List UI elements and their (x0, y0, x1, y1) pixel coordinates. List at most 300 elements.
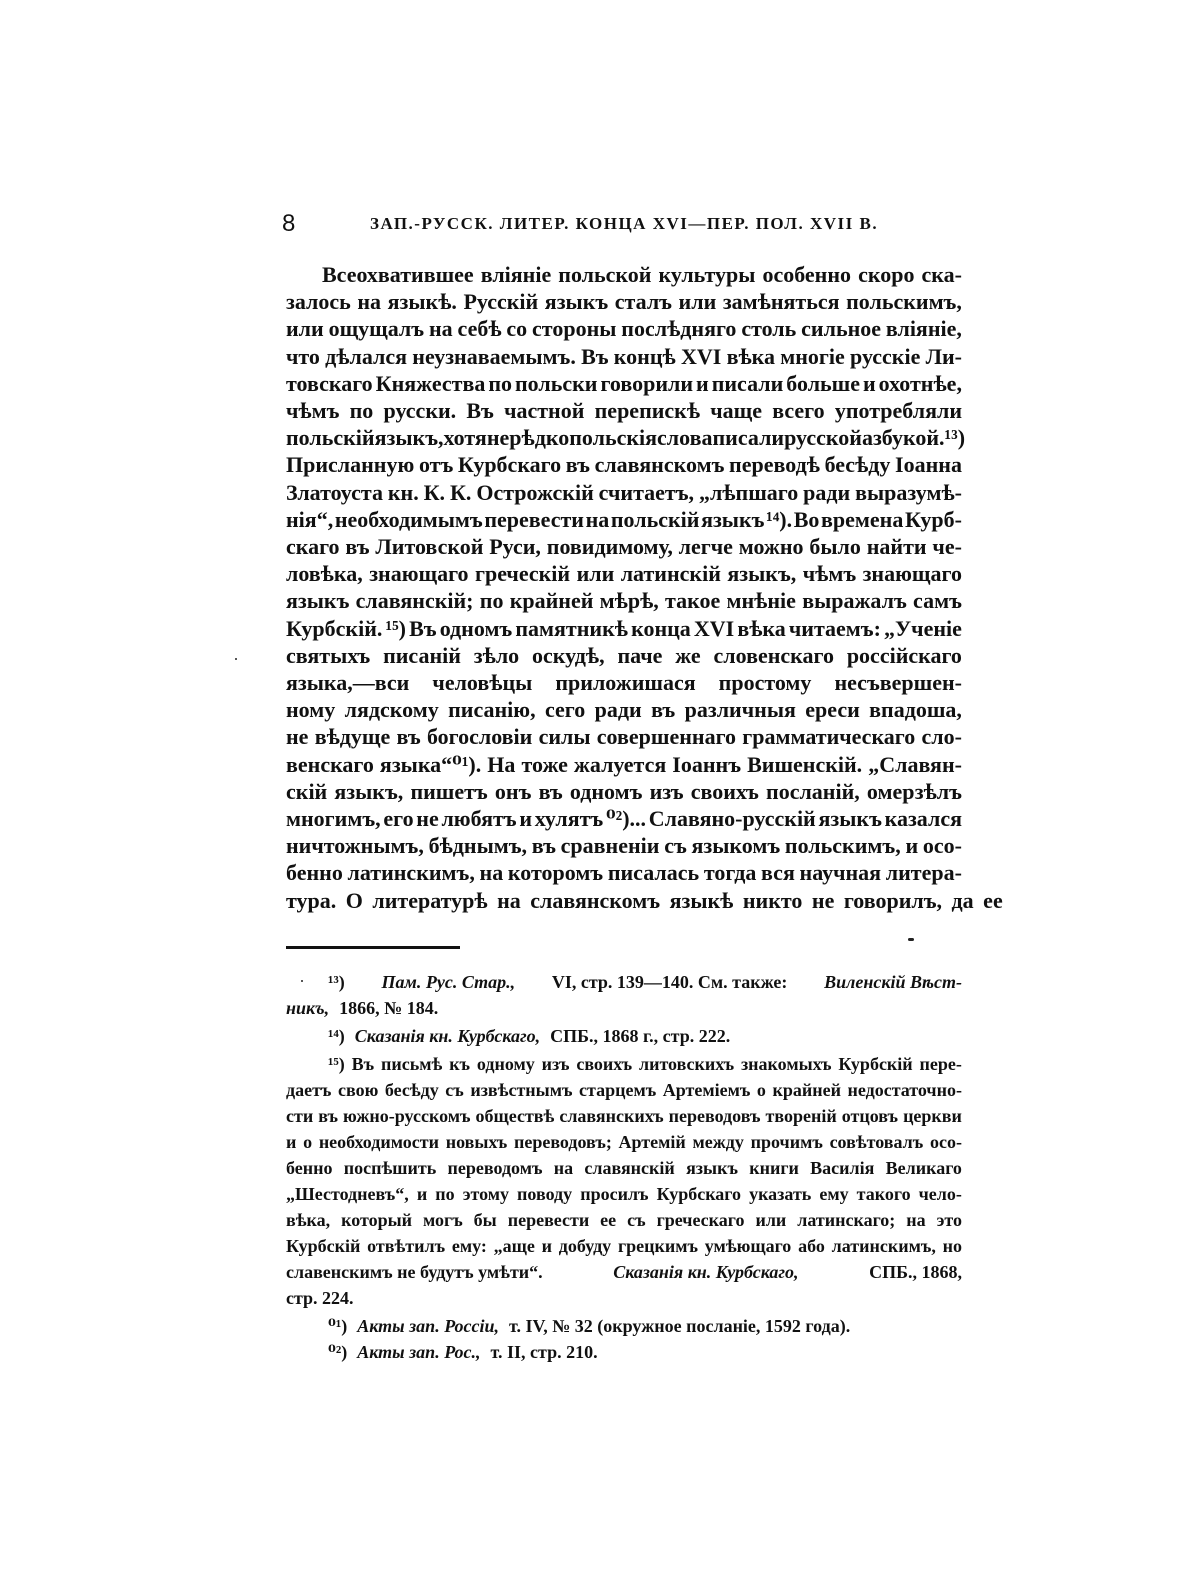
word: славянскомъ (594, 452, 725, 478)
word: мѣрѣ, (599, 588, 659, 614)
word: славянскій; (355, 588, 474, 614)
word: или (678, 289, 717, 315)
word: считаетъ, (598, 479, 695, 505)
word: ее (600, 1210, 617, 1230)
word: россійскаго (846, 642, 962, 668)
body-line (286, 833, 962, 863)
word: литовскихъ (638, 1054, 735, 1074)
word: перевести (507, 1210, 590, 1230)
word: съ (445, 1080, 464, 1100)
word: научная (799, 860, 882, 886)
word: латинскаго; (797, 1210, 896, 1230)
word: славянскихъ (559, 1106, 664, 1126)
word: въ (651, 697, 676, 723)
word: въ (396, 724, 421, 750)
word: грецкимъ (617, 1236, 699, 1256)
body-line (286, 425, 966, 455)
word: чѣмъ (286, 398, 340, 423)
body-line (286, 561, 962, 591)
word: въ (318, 1106, 339, 1126)
word: или (576, 561, 615, 587)
word: ловѣка, (286, 561, 363, 587)
word: не (416, 806, 439, 831)
word: поводу (517, 1184, 573, 1204)
word: твореній (765, 1106, 837, 1126)
word: изъ (541, 1054, 570, 1074)
word: XVI (693, 615, 735, 641)
word: который (341, 1210, 413, 1230)
word: добуду (558, 1236, 612, 1256)
word: употребляли (834, 398, 962, 423)
word: Въ (466, 398, 494, 423)
body-line (286, 670, 962, 700)
word: греческій (474, 561, 571, 587)
word: на (553, 1158, 574, 1178)
footnote-13-line-2 (286, 998, 962, 1024)
word: даетъ (286, 1080, 332, 1100)
word: отцовъ (841, 1106, 899, 1126)
word: оскудѣ, (532, 642, 605, 668)
word: Артеміемъ (662, 1080, 751, 1100)
word: съ (627, 1210, 646, 1230)
word: вѣка (726, 343, 775, 369)
word: найти (866, 534, 927, 559)
word: че- (932, 534, 962, 559)
footnote-15-line (286, 1080, 962, 1106)
word: бы (473, 1210, 497, 1230)
word: поспѣшить (343, 1158, 437, 1178)
word: церкви (903, 1106, 962, 1126)
word: которомъ (507, 860, 604, 886)
word: и (416, 1184, 428, 1204)
word: залось (286, 289, 351, 315)
word: Въ (581, 343, 609, 369)
word: больше (786, 370, 861, 396)
word: латинскимъ, (831, 1236, 936, 1256)
word: по (435, 1184, 455, 1204)
word: впадоша, (869, 697, 962, 723)
word: пишетъ (410, 778, 488, 804)
word: новыхъ (445, 1132, 508, 1152)
word: польской (558, 262, 652, 287)
footnote-01-source: Акты зап. Россіи, (357, 1316, 500, 1336)
word: вліяніе, (885, 316, 962, 342)
word: и (519, 806, 533, 831)
word: венскаго (286, 751, 374, 777)
word: тоже (521, 751, 568, 777)
word: Василія (810, 1158, 875, 1178)
word: знающаго (862, 561, 962, 587)
word: Златоуста (286, 479, 383, 505)
body-line (286, 643, 962, 673)
word: языкъ (544, 289, 609, 315)
word: русскіе (850, 343, 921, 369)
word: по (349, 398, 374, 423)
word: Іоаннъ (672, 751, 742, 777)
word: Княжества (375, 370, 486, 396)
word: языка,—вси (286, 670, 410, 695)
word: мнѣніе (726, 588, 796, 614)
word: кн. (387, 479, 419, 505)
word: К. (423, 479, 446, 505)
word: указать (749, 1184, 812, 1204)
body-line (286, 697, 962, 727)
word: святыхъ (286, 642, 371, 668)
word: слова (657, 425, 713, 451)
word: отвѣтилъ (367, 1236, 446, 1256)
word: его (383, 806, 414, 831)
word: ему (819, 1184, 849, 1204)
word: въ (538, 778, 563, 804)
word: памятникѣ (515, 615, 628, 641)
word: На (487, 751, 516, 777)
word: ска- (921, 262, 962, 287)
body-line (286, 534, 962, 564)
word: бѣднымъ, (428, 833, 528, 859)
word: письмѣ (381, 1054, 443, 1074)
word: Руси, (489, 534, 541, 559)
footnote-13-source-2-end: никъ, (286, 998, 330, 1018)
word: польскій (610, 506, 700, 532)
footnote-13-text-2: 1866, № 184. (339, 998, 439, 1018)
word: по (488, 370, 513, 396)
word: Въ (409, 615, 437, 641)
word: отъ (418, 452, 454, 478)
word: бенно (286, 860, 343, 886)
footnote-14-mark: ¹⁴) (328, 1026, 345, 1046)
word: этому (462, 1184, 509, 1204)
word: чаще (710, 398, 763, 423)
word: со (506, 316, 528, 342)
word: необходимымъ (334, 506, 483, 532)
word: ему: (451, 1236, 487, 1256)
body-line (286, 344, 962, 374)
word: Артемій (618, 1132, 686, 1152)
word: вѣка, (286, 1210, 331, 1230)
word: себѣ (457, 316, 502, 342)
word: перепискѣ (594, 398, 701, 423)
footnote-01-text: т. IV, № 32 (окружное посланіе, 1592 года). (509, 1316, 851, 1336)
word: человѣцы (432, 670, 533, 695)
word: необходимости (318, 1132, 439, 1152)
footnote-13-text: VI, стр. 139—140. См. также: (551, 972, 788, 992)
body-line (286, 316, 962, 346)
word: самъ (913, 588, 962, 614)
word: „Ученіе (884, 615, 962, 641)
word: выражалъ (802, 588, 907, 614)
body-line (286, 398, 962, 428)
footnote-15-line-10 (286, 1288, 962, 1314)
word: дѣлался (325, 343, 408, 369)
body-line (286, 452, 962, 482)
word: въ (345, 534, 370, 559)
word: переводовъ; (513, 1132, 612, 1152)
footnote-15-line (286, 1132, 962, 1158)
word: „Шестодневъ“, (286, 1184, 409, 1204)
word: чѣмъ (802, 561, 857, 587)
word: сильное (801, 316, 882, 342)
running-head: ЗАП.-РУССК. ЛИТЕР. КОНЦА XVI—ПЕР. ПОЛ. XVII В. (370, 214, 879, 233)
word: крайней (772, 1080, 841, 1100)
word: свою (337, 1080, 379, 1100)
page-number: 8 (282, 210, 296, 237)
word: польскій (286, 425, 375, 451)
body-line (286, 616, 962, 646)
word: польскимъ, (846, 289, 962, 315)
word: въ (531, 833, 556, 859)
footnote-15-line (286, 1184, 962, 1210)
word: это (936, 1210, 962, 1230)
word: нія“, (286, 506, 334, 532)
body-line (286, 289, 962, 319)
body-line (286, 860, 962, 890)
word: Іоанна (895, 452, 962, 478)
word: несъвершен- (834, 670, 962, 695)
word: писаній (383, 642, 461, 668)
word: многіе (780, 343, 845, 369)
word: особенно (762, 262, 852, 287)
word: конца (631, 615, 691, 641)
word: своихъ (576, 1054, 633, 1074)
word: онъ (494, 778, 532, 804)
body-line (322, 262, 962, 292)
word: писанію, (448, 697, 536, 723)
word: скаго (286, 534, 340, 559)
word: переводомъ (447, 1158, 543, 1178)
word: Русскій (463, 289, 539, 315)
body-line (286, 779, 962, 809)
word: языкъ (701, 506, 765, 532)
word: читаемъ: (788, 615, 881, 641)
word: изъ (649, 778, 684, 804)
word: вліяніе (480, 262, 552, 287)
word: паче (617, 642, 663, 668)
word: языкъ (286, 588, 350, 614)
word: хотя (443, 425, 487, 451)
word: языкѣ. (387, 289, 457, 315)
word: ничтожнымъ, (286, 833, 424, 859)
word: хулятъ (534, 806, 604, 831)
word: славянскій (584, 1158, 675, 1178)
word: сего (545, 697, 586, 723)
word: о (756, 1080, 766, 1100)
word: К. (449, 479, 472, 505)
word: посланій, (766, 778, 860, 804)
footnote-14-text: СПБ., 1868 г., стр. 222. (550, 1026, 731, 1046)
word: умѣющаго (704, 1236, 792, 1256)
word: и (541, 1236, 552, 1256)
word: въ (565, 452, 590, 478)
word: Славяно-русскій (648, 806, 816, 831)
word: легче (678, 534, 733, 559)
word: прочимъ (750, 1132, 823, 1152)
body-line (286, 371, 962, 401)
word: сталъ (614, 289, 672, 315)
word: одномъ (439, 615, 513, 641)
word: языкъ, (727, 561, 797, 587)
word: сравненіи (560, 833, 660, 859)
word: латинскимъ, (347, 860, 475, 886)
footnote-02-source: Акты зап. Рос., (357, 1342, 481, 1362)
word: было (809, 534, 861, 559)
word: Присланную (286, 452, 415, 478)
footnote-13-mark: ¹³) (328, 972, 345, 992)
word: Курбскій (838, 1054, 913, 1074)
footnote-14 (328, 1026, 962, 1052)
scan-speck (235, 658, 237, 660)
word: вся (761, 860, 795, 886)
word: могъ (423, 1210, 463, 1230)
word: или (755, 1210, 787, 1230)
word: столь (741, 316, 797, 342)
word: къ (449, 1054, 471, 1074)
footnote-01-mark: ⁰¹) (328, 1316, 348, 1336)
word: писали (711, 370, 784, 396)
word: различныя (684, 697, 796, 723)
word: Курбскій (286, 1236, 361, 1256)
word: на (479, 860, 504, 886)
word: перевести (484, 506, 584, 532)
footnote-rule (286, 946, 460, 949)
word: Курбскаго (656, 1184, 742, 1204)
footnote-02-text: т. II, стр. 210. (490, 1342, 598, 1362)
word: ⁰²)... (605, 806, 647, 831)
word: и (905, 833, 919, 859)
word: и (696, 370, 709, 396)
word: осо- (929, 1132, 962, 1152)
word: между (692, 1132, 744, 1152)
word: что (286, 343, 320, 369)
word: не (286, 724, 309, 750)
word: и (863, 370, 876, 396)
footnote-15-line (328, 1054, 962, 1080)
word: концѣ (613, 343, 676, 369)
word: о (303, 1132, 313, 1152)
word: Во (793, 506, 820, 532)
word: просилъ (580, 1184, 649, 1204)
word: знакомыхъ (740, 1054, 832, 1074)
footnote-15-line (286, 1158, 962, 1184)
word: выразумѣ- (855, 479, 962, 505)
word: охотнѣе, (878, 370, 962, 396)
word: но (942, 1236, 962, 1256)
word: Курбскій. (286, 615, 383, 641)
footnote-15-line (286, 1210, 962, 1236)
word: и (286, 1132, 297, 1152)
word: польскія (569, 425, 658, 451)
footnote-15-quote-end: славенскимъ не будутъ умѣти“. (286, 1262, 543, 1282)
footnote-15-line (286, 1236, 962, 1262)
word: или (286, 316, 324, 342)
body-line (286, 480, 962, 510)
word: писалась (607, 860, 700, 886)
word: товскаго (286, 370, 373, 396)
word: Курбскаго (457, 452, 562, 478)
word: „Славян- (868, 751, 962, 777)
word: недостаточно- (847, 1080, 962, 1100)
word: можно (738, 534, 804, 559)
word: языка“⁰¹). (379, 751, 482, 777)
footnote-15-source: Сказанія кн. Курбскаго, (613, 1262, 799, 1282)
footnote-13-source: Пам. Рус. Стар., (381, 972, 516, 992)
word: всего (772, 398, 825, 423)
word: языкомъ (691, 833, 781, 859)
word: XVI (680, 343, 722, 369)
word: ради (594, 697, 642, 723)
word: языкъ, (374, 425, 444, 451)
word: скоро (858, 262, 915, 287)
word: же (675, 642, 701, 668)
word: польскимъ, (784, 833, 901, 859)
footnote-15-page: стр. 224. (286, 1288, 354, 1308)
word: ереси (805, 697, 860, 723)
word: такое (665, 588, 721, 614)
word: по (479, 588, 504, 614)
word: азбукой.¹³) (861, 425, 966, 451)
word: стороны (532, 316, 617, 342)
word: „лѣпшаго (698, 479, 799, 505)
word: языкъ, (334, 778, 404, 804)
word: „аще (493, 1236, 535, 1256)
word: пере- (919, 1054, 962, 1074)
word: вѣка (737, 615, 786, 641)
body-line (286, 724, 962, 754)
word: словенскаго (713, 642, 834, 668)
word: одному (476, 1054, 535, 1074)
word: простому (718, 670, 812, 695)
word: тогда (703, 860, 757, 886)
footnote-15-line-9 (286, 1262, 962, 1288)
word: совѣтовалъ (829, 1132, 924, 1152)
word: грамматическаго (742, 724, 916, 750)
body-line: тура. О литературѣ на славянскомъ языкѣ никто не говорилъ, да ее (286, 887, 1003, 913)
body-line (286, 507, 962, 537)
word: богословіи (426, 724, 533, 750)
word: ощущалъ (328, 316, 425, 342)
word: такого (856, 1184, 911, 1204)
word: своихъ (690, 778, 759, 804)
word: времена (821, 506, 904, 532)
word: зѣло (473, 642, 520, 668)
footnote-13-source-2: Виленскій Вѣст- (824, 972, 962, 992)
word: культуры (658, 262, 756, 287)
word: ному (286, 697, 336, 723)
footnote-01 (328, 1316, 962, 1342)
word: любятъ (441, 806, 517, 831)
word: казался (884, 806, 962, 831)
word: языкъ (686, 1158, 738, 1178)
word: русски. (383, 398, 457, 423)
scan-speck (908, 938, 914, 941)
word: крайней (509, 588, 594, 614)
word: послѣдняго (621, 316, 737, 342)
word: ¹⁴). (766, 506, 793, 532)
word: съ (664, 833, 687, 859)
word: переводовъ (668, 1106, 761, 1126)
word: книги (749, 1158, 799, 1178)
word: сло- (921, 724, 962, 750)
word: греческаго (656, 1210, 745, 1230)
footnote-02 (328, 1342, 962, 1368)
word: южно-русскомъ (343, 1106, 471, 1126)
body-line (286, 588, 962, 618)
word: на (428, 316, 453, 342)
word: неузнаваемымъ. (412, 343, 576, 369)
word: повидимому, (546, 534, 673, 559)
word: Всеохватившее (322, 262, 474, 287)
word: Курб- (904, 506, 962, 532)
word: переводѣ (729, 452, 820, 478)
